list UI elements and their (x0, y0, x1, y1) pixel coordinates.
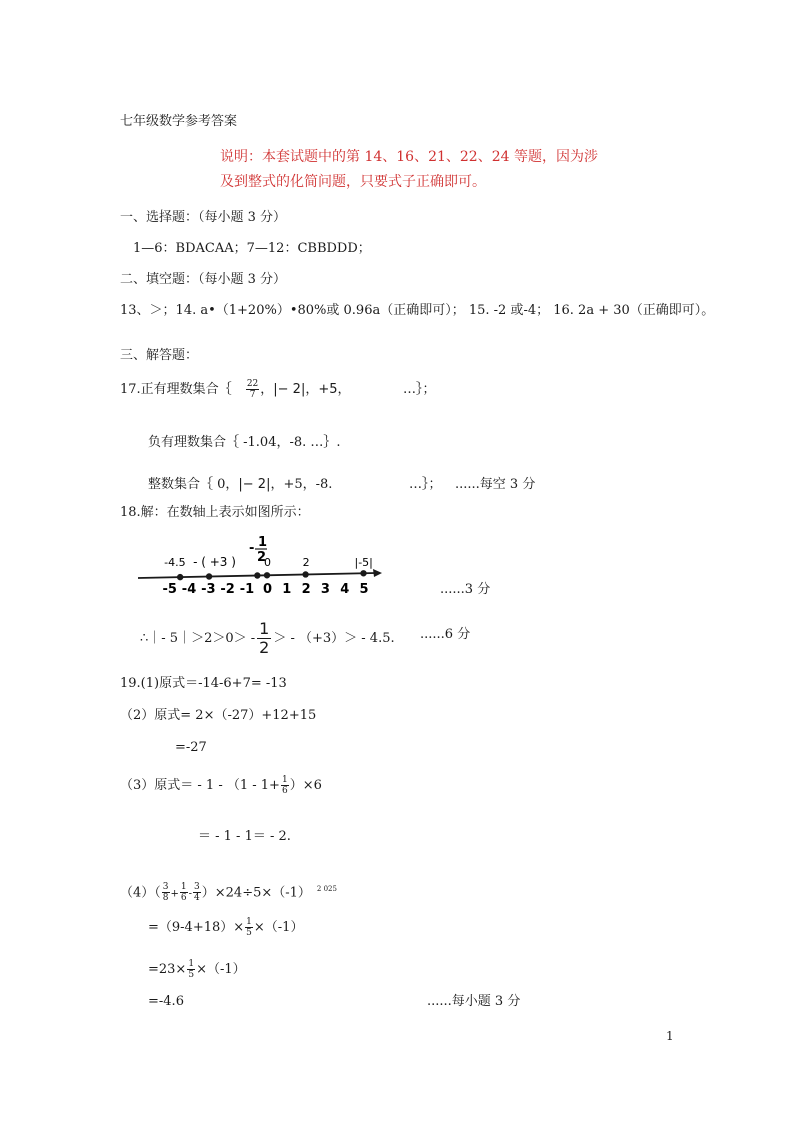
number-line-point-label: -4.5 (164, 556, 186, 569)
fraction-1-5: $\frac{1}{5}$ (246, 917, 252, 938)
number-line-point-label: 0 (264, 556, 271, 569)
svg-text:-: - (249, 541, 255, 556)
number-line (130, 532, 390, 598)
q19-part4-c: =23× $\frac{1}{5}$ ×（-1） (148, 959, 246, 980)
q17-positive-set (120, 378, 351, 402)
number-line-point (177, 574, 183, 580)
fraction-1-6b: $\frac{1}{6}$ (180, 882, 187, 904)
tick-label: -3 (201, 582, 216, 597)
q17-prefix: 17.正有理数集合｛ (120, 382, 232, 397)
q17-score: ......每空 3 分 (455, 477, 536, 492)
q18-score-1: ......3 分 (440, 582, 491, 597)
number-line-point (360, 570, 366, 576)
q19-part4-a: （4）（ $\frac{3}{8}$ + $\frac{1}{6}$ - $\frac{3}{4}$ ）×24÷5×（-1） $^{2 025}$ (120, 882, 337, 904)
choice-answers: 1—6：BDACAA；7—12：CBBDDD； (133, 241, 371, 256)
fraction-1-5b: $\frac{1}{5}$ (188, 959, 195, 980)
tick-label: 5 (359, 582, 369, 597)
tick-label: 2 (301, 582, 311, 597)
tick-label: 1 (282, 582, 292, 597)
q17-integer-set: 整数集合｛ 0，|− 2|，+5，-8. (148, 477, 333, 492)
q19-part3-b: ＝ - 1 - 1＝ - 2. (198, 829, 291, 844)
q19-part2-b: =-27 (175, 740, 207, 755)
page-title: 七年级数学参考答案 (120, 114, 238, 129)
number-line-point (264, 572, 270, 578)
svg-text:1: 1 (258, 535, 268, 550)
number-line-point (254, 572, 260, 578)
tick-label: 0 (263, 582, 273, 597)
number-line-point-label: 2 (302, 556, 310, 569)
number-line-point-label: - ( +3 ) (193, 555, 236, 569)
fraction-22-7: $\frac{22}{7}$ (246, 379, 259, 400)
q19-part2-a: （2）原式= 2×（-27）+12+15 (120, 708, 317, 723)
number-line-arrow (373, 569, 382, 577)
q18-order: ∴｜- 5｜＞2＞0＞ - $\frac{1}{2}$ ＞ - （+3）＞ - 4.5. (140, 619, 395, 657)
q19-part1: 19.(1)原式＝-14-6+7= -13 (120, 676, 287, 691)
fraction-3-4: $\frac{3}{4}$ (194, 882, 200, 904)
section3-heading: 三、解答题： (120, 348, 199, 363)
tick-label: -5 (162, 582, 177, 597)
tick-label: 4 (340, 582, 350, 597)
section2-heading: 二、填空题：（每小题 3 分） (120, 272, 287, 287)
page-number: 1 (666, 1029, 674, 1043)
svg-text:2: 2 (257, 550, 267, 565)
q19-part4-d: =-4.6 (148, 994, 184, 1009)
q18-intro: 18.解：在数轴上表示如图所示： (120, 505, 310, 520)
q19-part3-a: （3）原式＝ - 1 - （1 - 1+ $\frac{1}{6}$ ）×6 (120, 775, 322, 796)
number-line-point-label: |-5| (354, 556, 373, 569)
q17-rest: ，|− 2|，+5， (260, 382, 351, 397)
section1-heading: 一、选择题：（每小题 3 分） (120, 210, 287, 225)
number-line-point (302, 571, 308, 577)
exponent: 2 025 (316, 885, 337, 893)
tick-label: 3 (320, 582, 330, 597)
q17-line1-end: …｝； (403, 382, 436, 397)
fraction-3-8: $\frac{3}{8}$ (162, 882, 169, 904)
fill-answers: 13、＞；14. a•（1+20%）•80%或 0.96a（正确即可）； 15. -2 或-4； 16. 2a + 30（正确即可）。 (120, 303, 715, 318)
tick-label: -1 (239, 582, 255, 597)
label-negative-half (249, 535, 267, 565)
note-line-2: 及到整式的化简问题，只要式子正确即可。 (220, 174, 486, 190)
fraction-1-6: $\frac{1}{6}$ (281, 775, 288, 796)
q17-negative-set: 负有理数集合｛ -1.04，-8. …｝. (148, 435, 341, 450)
note-line-1: 说明：本套试题中的第 14、16、21、22、24 等题，因为涉 (220, 149, 598, 165)
q19-part4-b: =（9-4+18）× $\frac{1}{5}$ ×（-1） (148, 917, 304, 938)
fraction-one-half: $\frac{1}{2}$ (259, 619, 270, 657)
q18-score-2: ......6 分 (420, 627, 471, 642)
tick-label: -2 (220, 582, 235, 597)
q17-line3-end: …｝； (409, 477, 442, 492)
q19-score: ......每小题 3 分 (427, 994, 521, 1009)
number-line-point (206, 573, 212, 579)
tick-label: -4 (181, 582, 197, 597)
